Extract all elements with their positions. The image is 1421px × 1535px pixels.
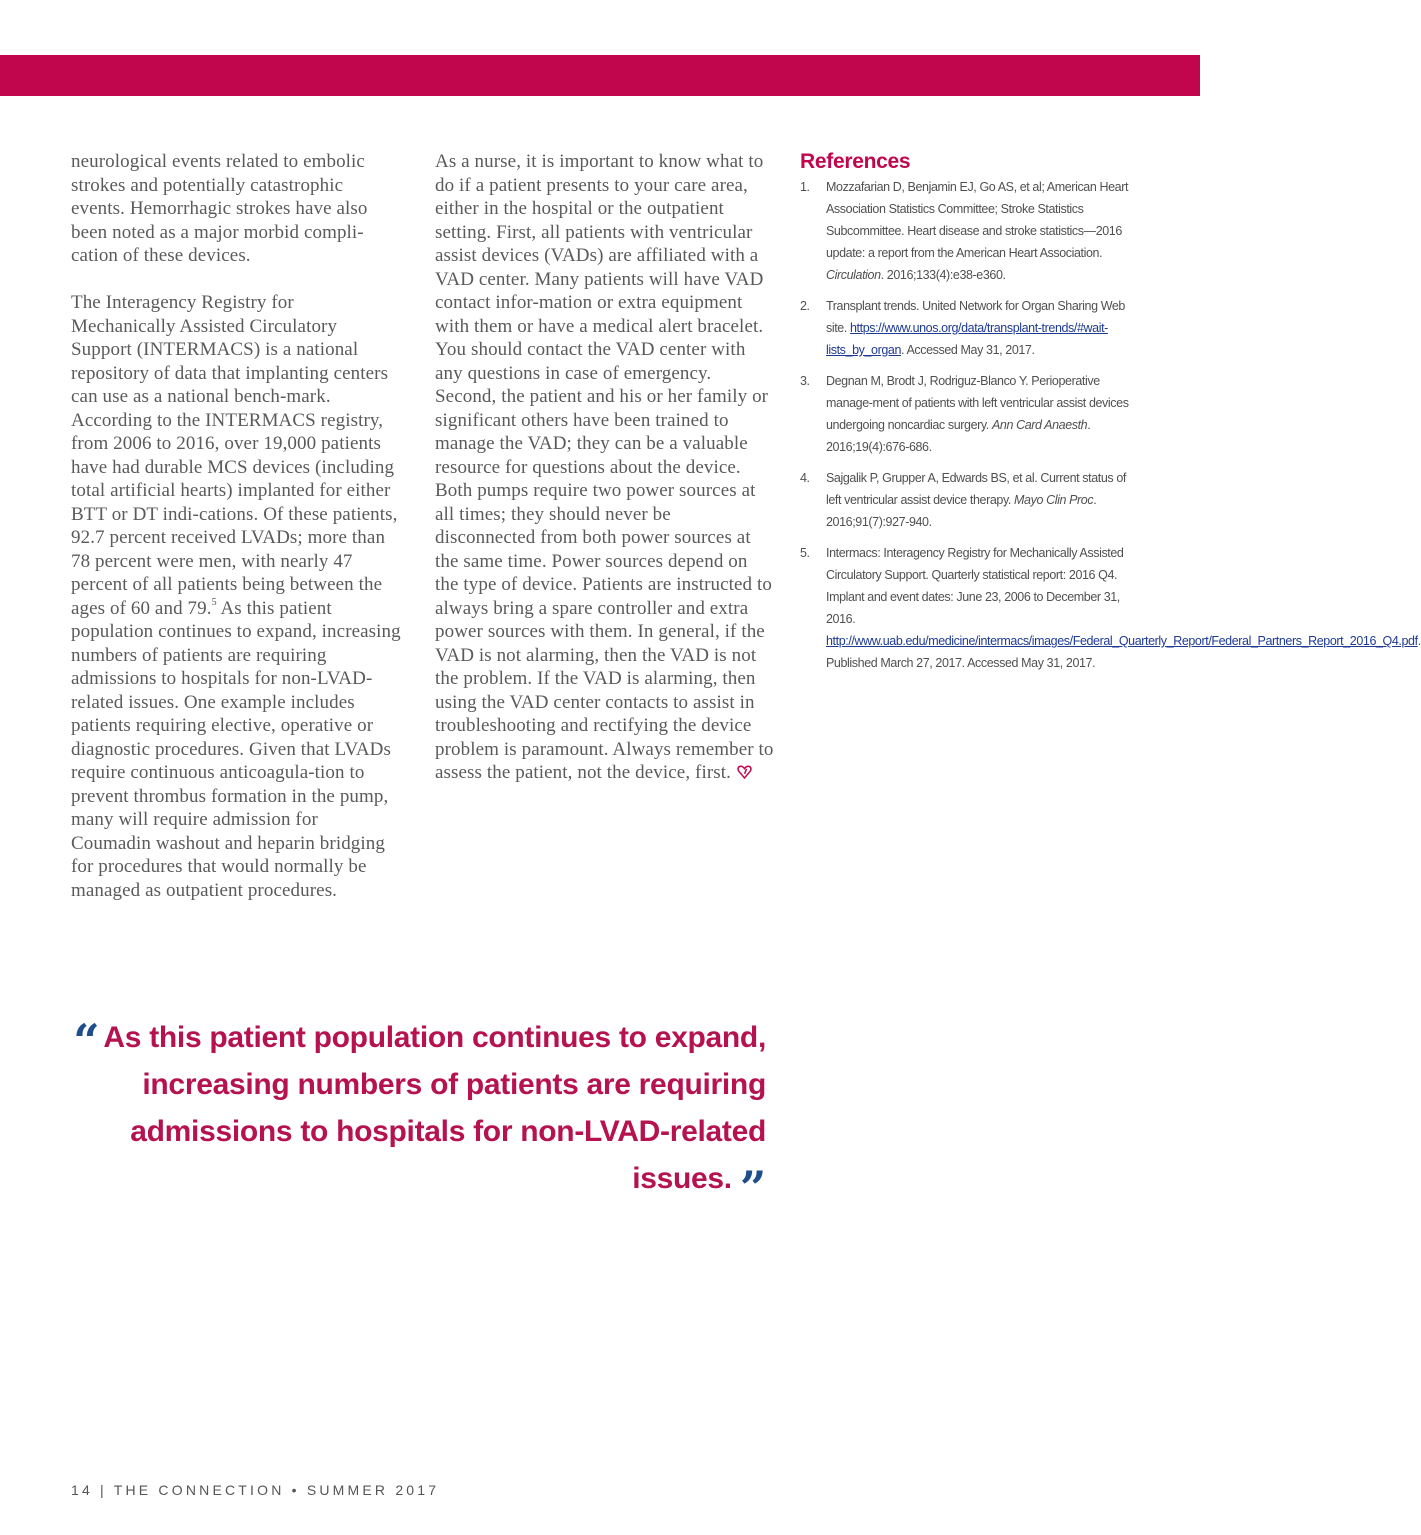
close-quote-mark: ” [739,1161,766,1215]
pull-quote-text: As this patient population continues to expand, increasing numbers of patients are requiring admissions to hospitals for non-LVAD-related issues. [103,1021,766,1195]
reference-text: . 2016;133(4):e38-e360. [880,268,1006,282]
references-list [800,176,1421,674]
journal-name: Ann Card Anaesth [991,418,1088,432]
paragraph [71,291,401,902]
paragraph [435,150,775,787]
reference-text: Mozzafarian D, Benjamin EJ, Go AS, et al; American Heart Association Statistics Committee; Stroke Statistics Subcommittee. Heart disease and stroke statistics—2016 update: a report from the American Heart Association. [826,180,1129,260]
reference-text: Sajgalik P, Grupper A, Edwards BS, et al. Current status of left ventricular assist device therapy. [826,471,1126,507]
reference-item [800,542,1421,674]
citation-superscript: 5 [211,597,217,609]
references-heading: References [800,150,911,173]
reference-number: 4. [800,471,810,485]
reference-number: 3. [800,374,810,388]
reference-item [800,370,1140,458]
reference-number: 5. [800,546,810,560]
reference-text: Intermacs: Interagency Registry for Mechanically Assisted Circulatory Support. Quarterly statistical report: 2016 Q4. Implant and event dates: June 23, 2006 to December 31, 2016. [826,546,1124,626]
article-column-2 [435,150,775,810]
article-column-1 [71,150,401,926]
page-footer: 14 | THE CONNECTION • SUMMER 2017 [71,1482,440,1498]
reference-text: . 2016;91(7):927-940. [826,493,1097,529]
paragraph-text: The Interagency Registry for Mechanically Assisted Circulatory Support (INTERMACS) is a national repository of data that implanting centers can use as a national bench-mark. According to the INTERMACS registry, from 2006 to 2016, over 19,000 patients have had durable MCS devices (including total artificial hearts) implanted for either BTT or DT indi-cations. Of these patients, 92.7 percent received LVADs; more than 78 percent were men, with nearly 47 percent of all patients being between the ages of 60 and 79. [71,292,398,619]
pull-quote [60,1014,766,1215]
reference-link[interactable]: https://www.unos.org/data/transplant-trends/#wait-lists_by_organ [826,321,1108,357]
reference-item [800,295,1140,361]
paragraph-text: As a nurse, it is important to know what to do if a patient presents to your care area, either in the hospital or the outpatient setting. First, all patients with ventricular assist devices (VADs) are affiliated with a VAD center. Many patients will have VAD contact infor-mation or extra equipment with them or have a medical alert bracelet. You should contact the VAD center with any questions in case of emergency. Second, the patient and his or her family or significant others have been trained to manage the VAD; they can be a valuable resource for questions about the device. Both pumps require two power sources at all times; they should never be disconnected from both power sources at the same time. Power sources depend on the type of device. Patients are instructed to always bring a spare controller and extra power sources with them. In general, if the VAD is not alarming, then the VAD is not the problem. If the VAD is alarming, then using the VAD center contacts to assist in troubleshooting and rectifying the device problem is paramount. Always remember to assess the patient, not the device, first. [435,151,774,783]
reference-item [800,176,1140,286]
heart-icon [737,763,752,787]
paragraph: neurological events related to embolic strokes and potentially catastrophic events. Hemorrhagic strokes have also been noted as a major morbid compli-cation of these devices. [71,151,368,266]
references-section [800,150,1421,683]
open-quote-mark: “ [73,1014,100,1068]
reference-text: . Published March 27, 2017. Accessed May 31, 2017. [826,634,1421,670]
reference-text: . 2016;19(4):676-686. [826,418,1091,454]
journal-name: Mayo Clin Proc [1014,493,1094,507]
reference-number: 1. [800,180,810,194]
reference-text: Degnan M, Brodt J, Rodriguz-Blanco Y. Perioperative manage-ment of patients with left ventricular assist devices undergoing noncardiac surgery. [826,374,1129,432]
reference-number: 2. [800,299,810,313]
header-color-band [0,55,1200,96]
reference-text: Transplant trends. United Network for Organ Sharing Web site. [826,299,1125,335]
reference-text: . Accessed May 31, 2017. [901,343,1035,357]
reference-item [800,467,1140,533]
reference-link[interactable]: http://www.uab.edu/medicine/intermacs/images/Federal_Quarterly_Report/Federal_Partners_Report_2016_Q4.pdf [826,634,1418,648]
paragraph-text: As this patient population continues to expand, increasing numbers of patients are requiring admissions to hospitals for non-LVAD-related issues. One example includes patients requiring elective, operative or diagnostic procedures. Given that LVADs require continuous anticoagula-tion to prevent thrombus formation in the pump, many will require admission for Coumadin washout and heparin bridging for procedures that would normally be managed as outpatient procedures. [71,597,401,901]
journal-name: Circulation [826,268,881,282]
